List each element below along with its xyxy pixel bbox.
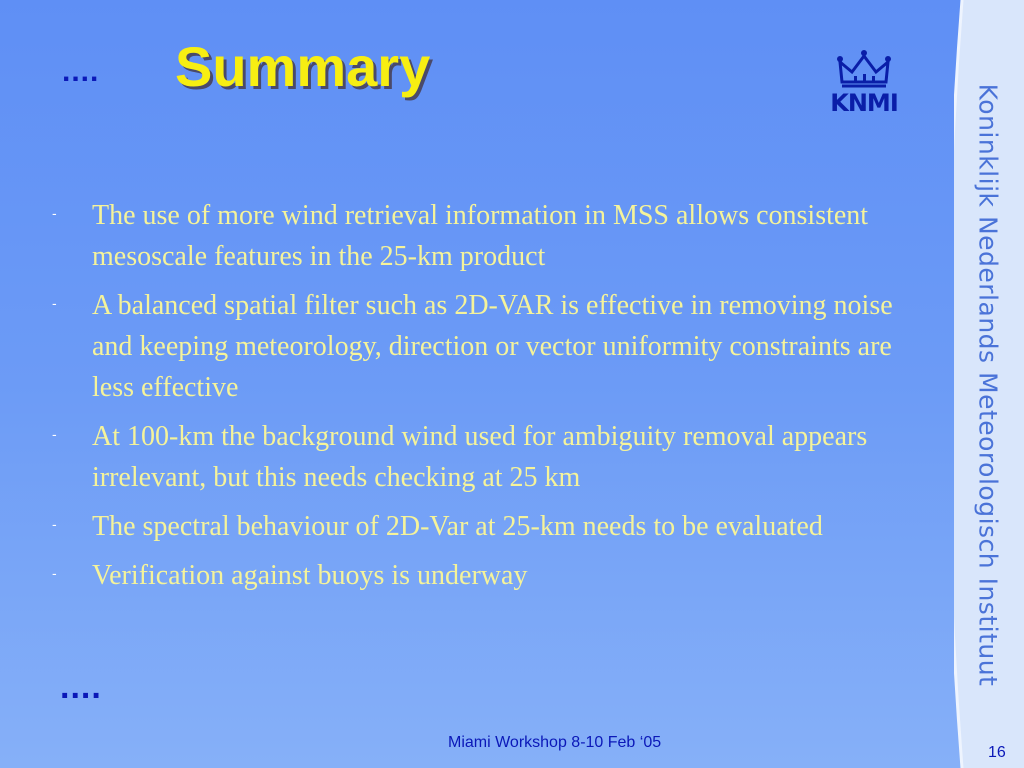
closing-dots: ....: [60, 668, 102, 706]
list-item: [52, 555, 932, 596]
bullet-marker: -: [52, 426, 57, 442]
knmi-logo: [822, 50, 906, 118]
bullet-text: The spectral behaviour of 2D-Var at 25-km needs to be evaluated: [92, 511, 823, 542]
page-number: 16: [988, 744, 1006, 761]
list-item: [52, 285, 932, 408]
bullet-text: The use of more wind retrieval information in MSS allows consistent mesoscale features in the 25-km product: [92, 200, 869, 272]
footer-event: Miami Workshop 8-10 Feb ‘05: [448, 734, 662, 751]
bullet-marker: -: [52, 565, 57, 581]
bullet-marker: -: [52, 516, 57, 532]
bullet-text: At 100-km the background wind used for ambiguity removal appears irrelevant, but this needs checking at 25 km: [92, 421, 868, 493]
logo-text: KNMI: [830, 89, 898, 117]
list-item: [52, 506, 932, 547]
list-item: [52, 416, 932, 498]
bullet-marker: -: [52, 295, 57, 311]
crown-icon: [836, 50, 892, 90]
title-prefix: ....: [62, 55, 100, 88]
list-item: [52, 195, 932, 277]
bullet-text: A balanced spatial filter such as 2D-VAR is effective in removing noise and keeping meteorology, direction or vector uniformity constraints are less effective: [92, 290, 893, 403]
bullet-marker: -: [52, 205, 57, 221]
bullet-list: [52, 195, 932, 604]
institute-name: Koninklijk Nederlands Meteorologisch Instituut: [973, 83, 1003, 687]
bullet-text: Verification against buoys is underway: [92, 560, 528, 591]
slide-title: Summary: [175, 35, 431, 98]
